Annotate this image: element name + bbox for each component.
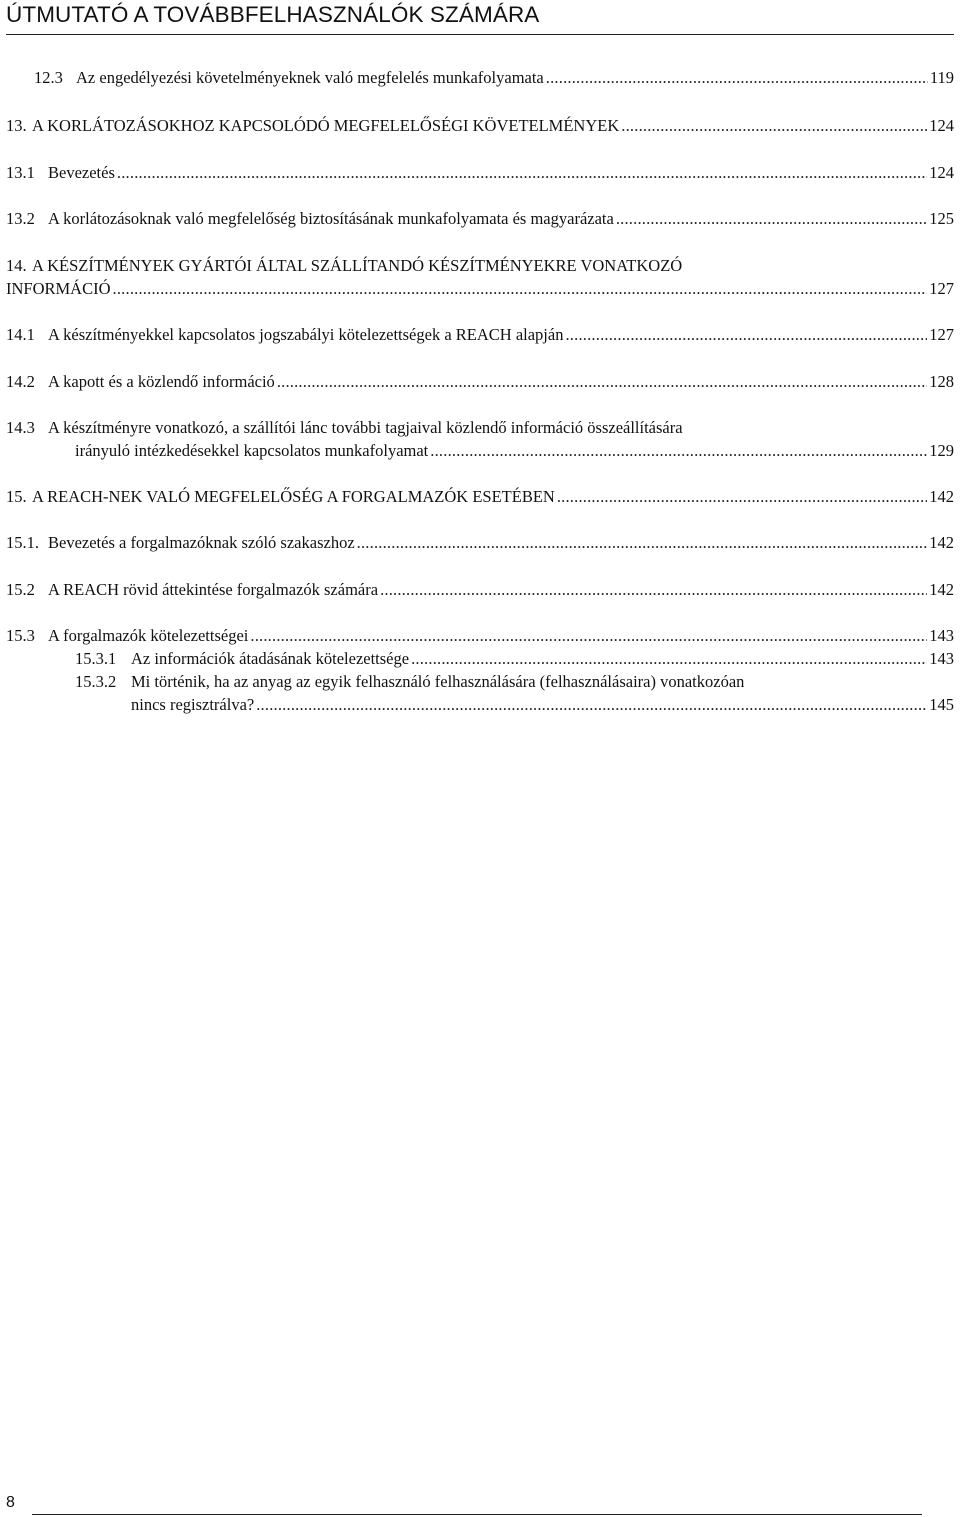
toc-entry-title: Bevezetés a forgalmazóknak szóló szakaszhoz: [48, 533, 355, 552]
toc-entry-number: 15.3: [6, 626, 35, 645]
toc-entry-14-3[interactable]: [6, 416, 954, 462]
toc-entry-number: 15.: [6, 487, 27, 506]
toc-entry-title: A REACH-NEK VALÓ MEGFELELŐSÉG A FORGALMAZÓK ESETÉBEN: [32, 487, 555, 506]
toc-entry-title-line-1: A KÉSZÍTMÉNYEK GYÁRTÓI ÁLTAL SZÁLLÍTANDÓ KÉSZÍTMÉNYEKRE VONATKOZÓ: [32, 256, 683, 275]
toc-entry-title-line-2: irányuló intézkedésekkel kapcsolatos munkafolyamat: [75, 441, 429, 460]
dot-leader: [430, 439, 927, 462]
toc-entry-15[interactable]: [6, 485, 954, 508]
dot-leader: [380, 578, 927, 601]
dot-leader: [546, 66, 928, 89]
toc-entry-title-line-1: A készítményre vonatkozó, a szállítói lánc további tagjaival közlendő információ összeállítására: [48, 418, 683, 437]
toc-entry-number: 15.2: [6, 580, 35, 599]
toc-entry-15-2[interactable]: [6, 578, 954, 601]
toc-entry-title: A REACH rövid áttekintése forgalmazók számára: [48, 580, 379, 599]
footer-divider: [32, 1514, 922, 1515]
toc-entry-15-3[interactable]: [6, 624, 954, 647]
dot-leader: [277, 370, 927, 393]
toc-entry-15-3-1[interactable]: [75, 647, 954, 670]
toc-entry-title: A kapott és a közlendő információ: [48, 372, 275, 391]
toc-entry-title: Az engedélyezési követelményeknek való megfelelés munkafolyamata: [76, 68, 544, 87]
toc-entry-page: 142: [929, 533, 954, 552]
toc-entry-15-1[interactable]: [6, 531, 954, 554]
toc-entry-title: Az információk átadásának kötelezettsége: [131, 649, 410, 668]
dot-leader: [557, 485, 927, 508]
toc-entry-title-line-2: INFORMÁCIÓ: [6, 279, 111, 298]
toc-entry-13[interactable]: [6, 114, 954, 137]
toc-entry-title: A KORLÁTOZÁSOKHOZ KAPCSOLÓDÓ MEGFELELŐSÉGI KÖVETELMÉNYEK: [32, 116, 620, 135]
toc-entry-number: 14.1: [6, 325, 35, 344]
toc-entry-page: 124: [929, 116, 954, 135]
toc-entry-title-line-1: Mi történik, ha az anyag az egyik felhasználó felhasználására (felhasználásaira) vonatkozóan: [131, 672, 745, 691]
toc-entry-13-1[interactable]: [6, 161, 954, 184]
toc-entry-number: 14.3: [6, 418, 35, 437]
toc-entry-number: 14.2: [6, 372, 35, 391]
toc-entry-number: 15.3.2: [75, 672, 117, 691]
dot-leader: [565, 323, 927, 346]
toc-entry-number: 15.1.: [6, 533, 39, 552]
toc-entry-page: 124: [929, 163, 954, 182]
toc-entry-page: 128: [929, 372, 954, 391]
toc-entry-page: 119: [929, 68, 954, 87]
dot-leader: [117, 161, 927, 184]
toc-entry-page: 143: [929, 626, 954, 645]
toc-entry-14-2[interactable]: [6, 370, 954, 393]
toc-entry-15-3-2[interactable]: [75, 670, 954, 716]
toc-entry-page: 125: [929, 209, 954, 228]
page-number: 8: [6, 1494, 15, 1511]
dot-leader: [357, 531, 928, 554]
toc-entry-number: 13.2: [6, 209, 35, 228]
toc-entry-page: 142: [929, 487, 954, 506]
toc-entry-12-3[interactable]: [34, 66, 954, 89]
toc-entry-number: 14.: [6, 256, 27, 275]
toc-entry-page: 127: [929, 325, 954, 344]
running-header-title: ÚTMUTATÓ A TOVÁBBFELHASZNÁLÓK SZÁMÁRA: [6, 2, 540, 27]
toc-entry-13-2[interactable]: [6, 207, 954, 230]
dot-leader: [250, 624, 927, 647]
toc-entry-number: 15.3.1: [75, 649, 117, 668]
dot-leader: [411, 647, 927, 670]
toc-entry-title-line-2: nincs regisztrálva?: [131, 695, 255, 714]
toc-entry-page: 127: [929, 279, 954, 298]
toc-entry-14[interactable]: [6, 254, 954, 300]
toc-entry-title: Bevezetés: [48, 163, 115, 182]
header-divider: [6, 34, 954, 35]
toc-entry-title: A készítményekkel kapcsolatos jogszabályi kötelezettségek a REACH alapján: [48, 325, 564, 344]
dot-leader: [616, 207, 927, 230]
toc-entry-page: 142: [929, 580, 954, 599]
toc-entry-title: A korlátozásoknak való megfelelőség biztosításának munkafolyamata és magyarázata: [48, 209, 614, 228]
toc-entry-14-1[interactable]: [6, 323, 954, 346]
dot-leader: [256, 693, 927, 716]
toc-entry-number: 13.: [6, 116, 27, 135]
toc-entry-title: A forgalmazók kötelezettségei: [48, 626, 249, 645]
toc-entry-number: 13.1: [6, 163, 35, 182]
toc-entry-number: 12.3: [34, 68, 63, 87]
dot-leader: [113, 277, 928, 300]
toc-entry-page: 143: [929, 649, 954, 668]
dot-leader: [621, 114, 927, 137]
toc-entry-page: 129: [929, 441, 954, 460]
toc-entry-page: 145: [929, 695, 954, 714]
